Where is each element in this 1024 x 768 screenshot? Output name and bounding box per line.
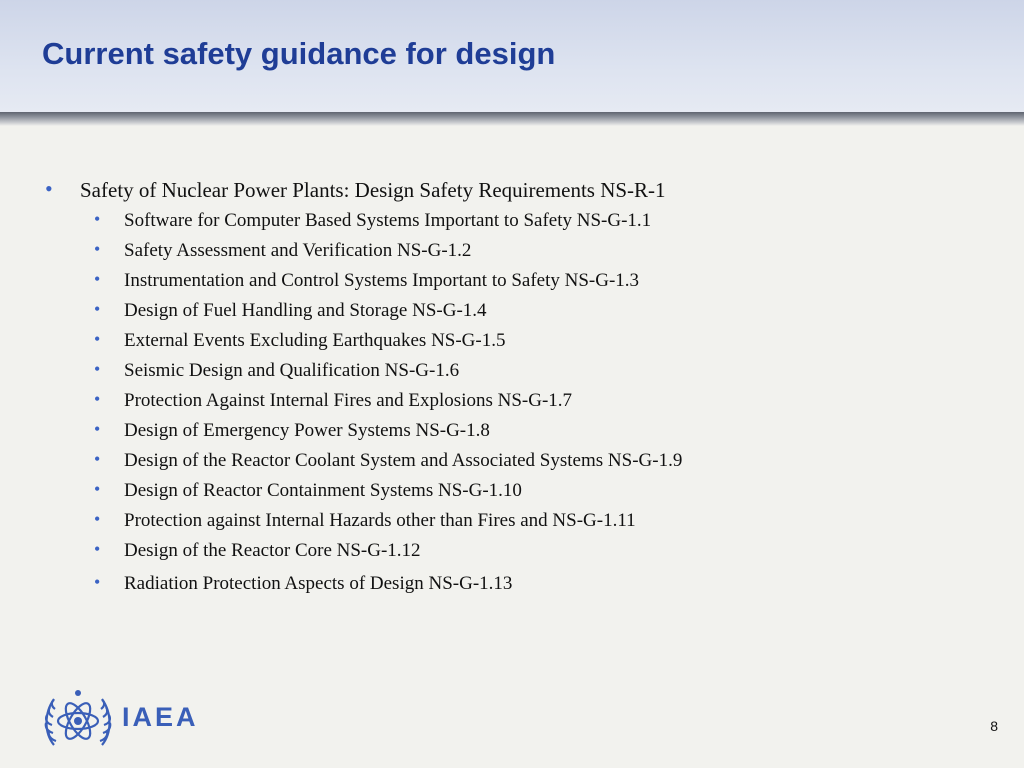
list-item: Design of the Reactor Core NS-G-1.12	[124, 540, 421, 561]
logo-top-dot	[75, 690, 81, 696]
list-item-main: Safety of Nuclear Power Plants: Design Safety Requirements NS-R-1	[80, 178, 666, 202]
list-item: Instrumentation and Control Systems Important to Safety NS-G-1.3	[124, 270, 640, 291]
bullet-marker: •	[94, 419, 101, 439]
bullet-marker: •	[94, 239, 101, 259]
list-item: Software for Computer Based Systems Important to Safety NS-G-1.1	[124, 210, 652, 231]
atom-nucleus	[74, 717, 82, 725]
list-item: Seismic Design and Qualification NS-G-1.6	[124, 360, 460, 381]
list-item: Design of Emergency Power Systems NS-G-1.8	[124, 420, 490, 441]
bullet-marker: •	[94, 389, 101, 409]
list-item: Design of the Reactor Coolant System and Associated Systems NS-G-1.9	[124, 450, 683, 471]
bullet-marker: •	[94, 359, 101, 379]
list-item: External Events Excluding Earthquakes NS-G-1.5	[124, 330, 506, 351]
page-number: 8	[990, 718, 998, 734]
bullet-marker: •	[94, 329, 101, 349]
bullet-marker: •	[94, 209, 101, 229]
list-item: Radiation Protection Aspects of Design NS-G-1.13	[124, 573, 513, 594]
bullet-marker: •	[94, 479, 101, 499]
logo-wordmark: IAEA	[122, 702, 199, 732]
list-item: Safety Assessment and Verification NS-G-1.2	[124, 240, 472, 261]
bullet-marker: •	[94, 539, 101, 559]
bullet-marker: •	[94, 299, 101, 319]
bullet-marker: •	[45, 176, 53, 201]
bullet-marker: •	[94, 449, 101, 469]
list-item: Protection Against Internal Fires and Explosions NS-G-1.7	[124, 390, 573, 411]
slide-title: Current safety guidance for design	[42, 36, 556, 71]
bullet-marker: •	[94, 509, 101, 529]
list-item: Protection against Internal Hazards other than Fires and NS-G-1.11	[124, 510, 636, 531]
list-item: Design of Reactor Containment Systems NS-G-1.10	[124, 480, 522, 501]
list-item: Design of Fuel Handling and Storage NS-G-1.4	[124, 300, 487, 321]
bullet-marker: •	[94, 269, 101, 289]
bullet-marker: •	[94, 572, 101, 592]
